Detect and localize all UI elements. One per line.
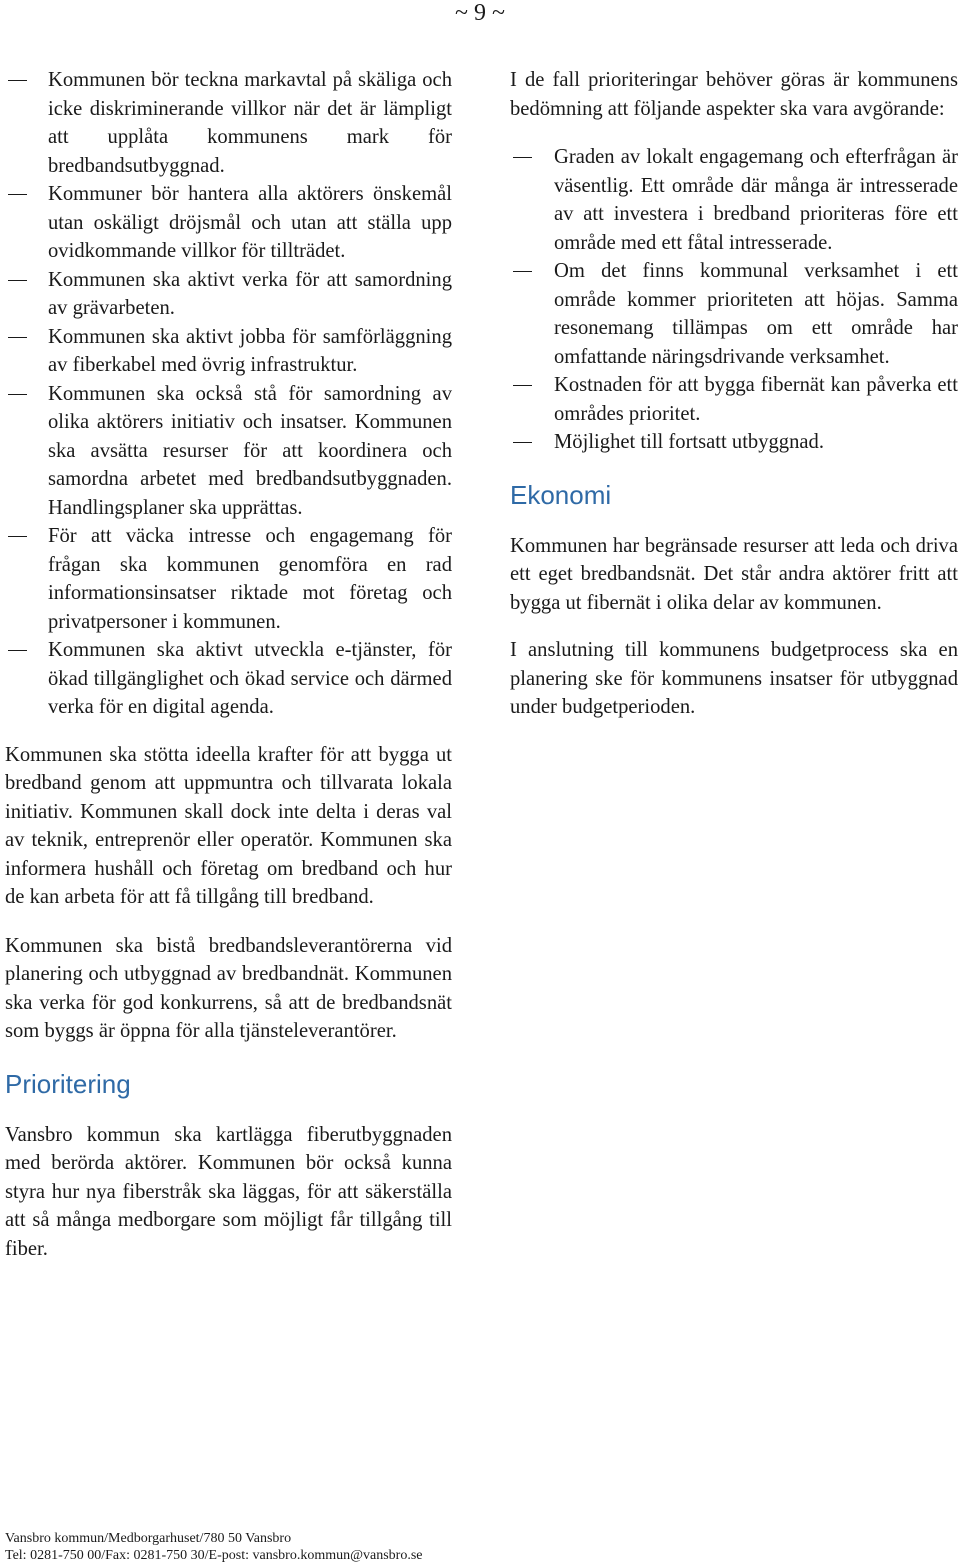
paragraph-bredbandsleverantorer: Kommunen ska bistå bredbandsleverantörerna vid planering och utbyggnad av bredbandnät. Kommunen ska verka för god konkurrens, så att de bredbandsnät som byggs är öppna för alla tjänsteleverantörer. xyxy=(5,934,452,1042)
list-item: Om det finns kommunal verksamhet i ett område kommer prioriteten att höjas. Samma resonemang tillämpas om ett område har omfattande näringsdrivande verksamhet. xyxy=(510,257,958,371)
right-bullet-list xyxy=(510,143,958,457)
page-number: ~ 9 ~ xyxy=(455,0,505,26)
footer-contact: Tel: 0281-750 00/Fax: 0281-750 30/E-post: vansbro.kommun@vansbro.se xyxy=(5,1548,423,1563)
list-item: Kommunen ska aktivt jobba för samförläggning av fiberkabel med övrig infrastruktur. xyxy=(5,323,452,380)
list-item: Kommunen ska också stå för samordning av olika aktörers initiativ och insatser. Kommunen ska avsätta resurser för att koordinera och samordna arbetet med bredbandsutbyggnaden. Handlingsplaner ska upprättas. xyxy=(5,380,452,523)
heading-prioritering: Prioritering xyxy=(5,1068,131,1099)
right-column xyxy=(510,66,958,722)
paragraph-kartlagga: Vansbro kommun ska kartlägga fiberutbyggnaden med berörda aktörer. Kommunen bör också kunna styra hur nya fiberstråk ska läggas, för att säkerställa att så många medborgare som möjligt får tillgång till fiber. xyxy=(5,1123,452,1260)
paragraph-resurser: Kommunen har begränsade resurser att leda och driva ett eget bredbandsnät. Det står andra aktörer fritt att bygga ut fibernät i olika delar av kommunen. xyxy=(510,534,958,614)
list-item: Kommunen bör teckna markavtal på skäliga och icke diskriminerande villkor när det är lämpligt att upplåta kommunens mark för bredbandsutbyggnad. xyxy=(5,66,452,180)
list-item: Kommuner bör hantera alla aktörers önskemål utan oskäligt dröjsmål och utan att ställa upp ovidkommande villkor för tillträdet. xyxy=(5,180,452,266)
paragraph-budgetprocess: I anslutning till kommunens budgetprocess ska en planering ske för kommunens insatser för utbyggnad under budgetperioden. xyxy=(510,639,958,718)
paragraph-intro: I de fall prioriteringar behöver göras är kommunens bedömning att följande aspekter ska vara avgörande: xyxy=(510,69,958,120)
list-item: Kommunen ska aktivt utveckla e-tjänster, för ökad tillgänglighet och ökad service och därmed verka för en digital agenda. xyxy=(5,636,452,722)
list-item: Kommunen ska aktivt verka för att samordning av grävarbeten. xyxy=(5,266,452,323)
left-column xyxy=(5,66,452,1263)
heading-ekonomi: Ekonomi xyxy=(510,479,612,510)
list-item: Möjlighet till fortsatt utbyggnad. xyxy=(510,428,958,457)
footer-address: Vansbro kommun/Medborgarhuset/780 50 Vansbro xyxy=(5,1531,292,1546)
paragraph-ideella-krafter: Kommunen ska stötta ideella krafter för att bygga ut bredband genom att uppmuntra och tillvarata lokala initiativ. Kommunen skall dock inte delta i deras val av teknik, entreprenör eller operatör. Kommunen ska informera hushåll och företag om bredband och hur de kan arbeta för att få tillgång till bredband. xyxy=(5,743,452,908)
list-item: Graden av lokalt engagemang och efterfrågan är väsentlig. Ett område där många är intresserade av att investera i bredband prioriteras före ett område med ett fåtal intresserade. xyxy=(510,143,958,257)
list-item: För att väcka intresse och engagemang för frågan ska kommunen genomföra en rad informationsinsatser riktade mot företag och privatpersoner i kommunen. xyxy=(5,522,452,636)
left-bullet-list xyxy=(5,66,452,722)
footer xyxy=(5,1530,422,1564)
list-item: Kostnaden för att bygga fibernät kan påverka ett områdes prioritet. xyxy=(510,371,958,428)
